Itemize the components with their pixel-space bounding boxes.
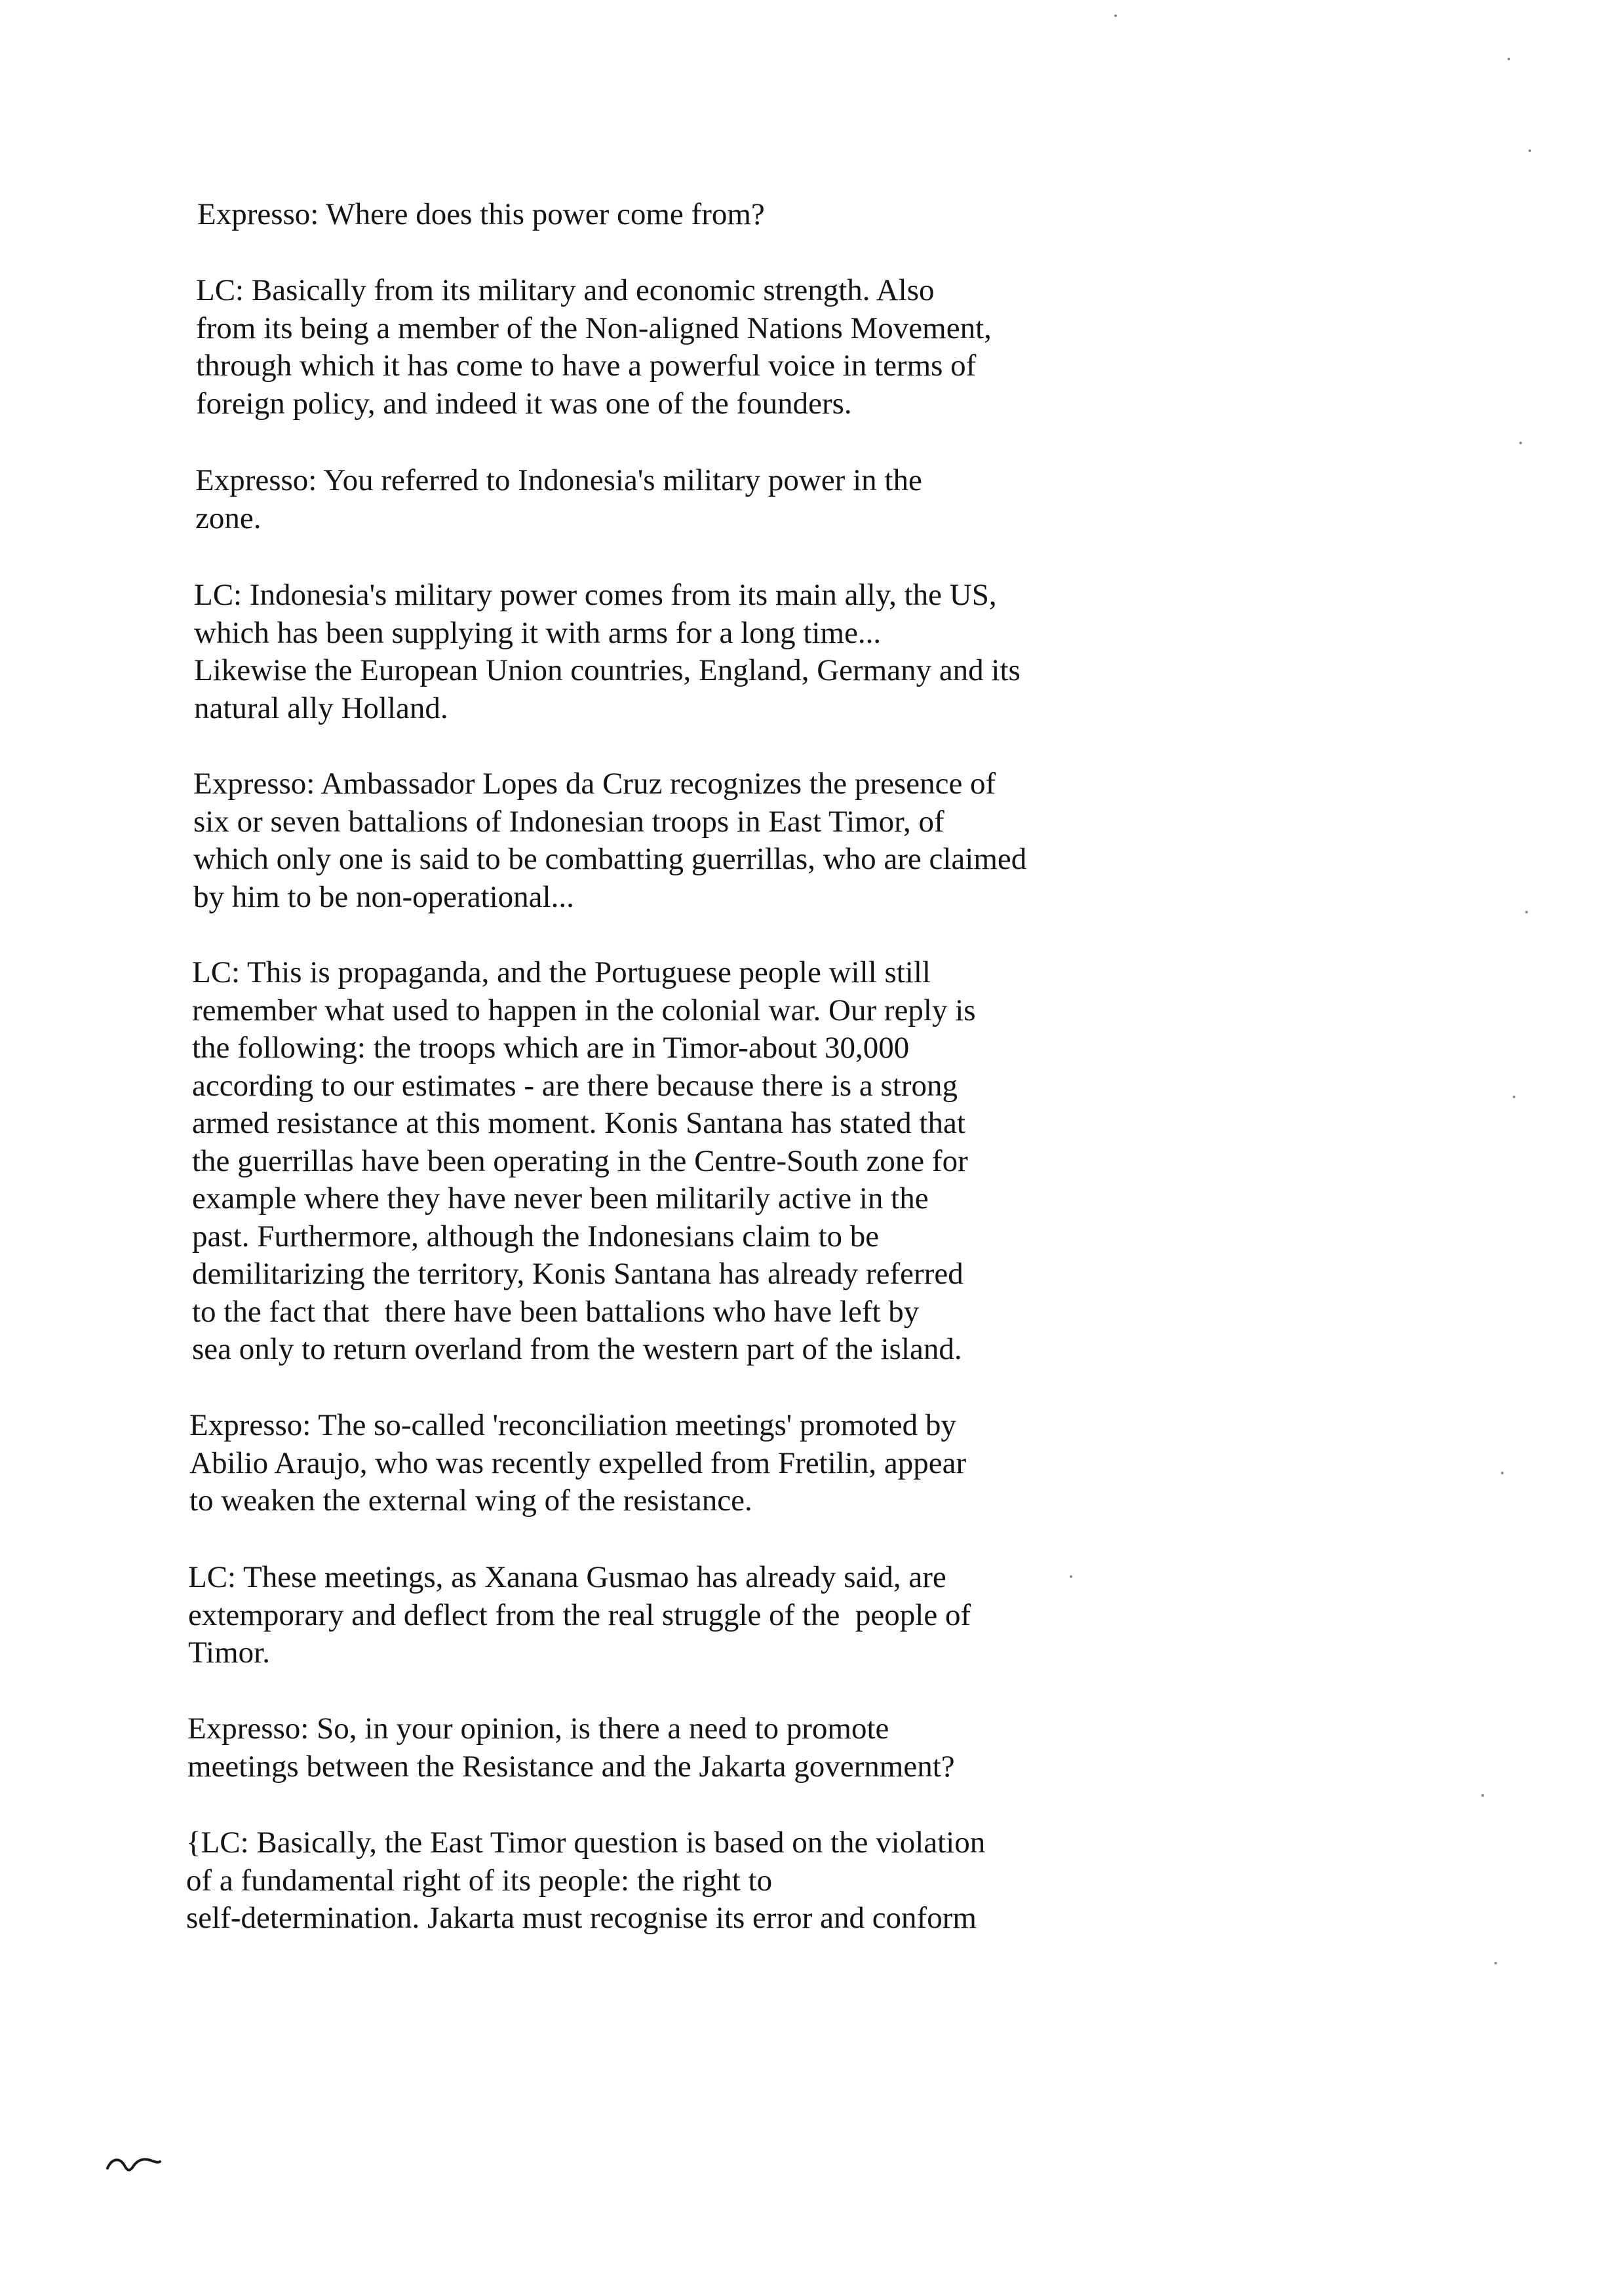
text-line: according to our estimates - are there because there is a strong — [192, 1068, 958, 1103]
paragraph-answer-self-determination — [186, 1824, 985, 1938]
scan-speck — [1513, 1096, 1515, 1098]
scan-speck — [1519, 442, 1522, 444]
text-line: through which it has come to have a powerful voice in terms of — [196, 349, 977, 383]
scan-speck — [1070, 1575, 1072, 1578]
paragraph-question-reconciliation — [189, 1407, 966, 1520]
text-line: self-determination. Jakarta must recognise its error and conform — [186, 1901, 977, 1935]
scan-speck — [1501, 1472, 1504, 1474]
text-line: the following: the troops which are in Timor-about 30,000 — [192, 1031, 910, 1065]
paragraph-answer-reconciliation — [188, 1559, 971, 1672]
text-line: from its being a member of the Non-aligned Nations Movement, — [196, 311, 992, 345]
text-line: example where they have never been militarily active in the — [192, 1181, 929, 1215]
text-line: zone. — [195, 501, 262, 535]
text-line: which only one is said to be combatting guerrillas, who are claimed — [193, 842, 1027, 876]
text-line: Expresso: You referred to Indonesia's military power in the — [195, 463, 922, 497]
text-line: LC: These meetings, as Xanana Gusmao has already said, are — [188, 1560, 946, 1594]
text-line: sea only to return overland from the western part of the island. — [192, 1332, 962, 1366]
text-line: demilitarizing the territory, Konis Santana has already referred — [192, 1257, 963, 1291]
text-line: to the fact that there have been battalions who have left by — [192, 1294, 920, 1329]
text-line: LC: Basically from its military and economic strength. Also — [196, 273, 935, 307]
scan-speck — [1481, 1794, 1484, 1797]
text-line: extemporary and deflect from the real struggle of the people of — [188, 1598, 971, 1632]
text-line: Expresso: The so-called 'reconciliation meetings' promoted by — [189, 1408, 956, 1442]
text-line: past. Furthermore, although the Indonesians claim to be — [192, 1219, 880, 1253]
text-line: Abilio Araujo, who was recently expelled from Fretilin, appear — [189, 1445, 967, 1480]
text-line: foreign policy, and indeed it was one of the founders. — [196, 386, 852, 421]
text-line: the guerrillas have been operating in the Centre-South zone for — [192, 1143, 968, 1178]
text-line: natural ally Holland. — [194, 691, 448, 725]
text-line: Expresso: So, in your opinion, is there a need to promote — [187, 1712, 889, 1746]
text-line: remember what used to happen in the colonial war. Our reply is — [192, 993, 976, 1027]
text-line: Likewise the European Union countries, England, Germany and its — [194, 653, 1021, 687]
scan-speck — [1528, 149, 1531, 152]
text-line: to weaken the external wing of the resistance. — [189, 1483, 752, 1518]
text-line: by him to be non-operational... — [193, 879, 574, 914]
paragraph-question-battalions — [193, 765, 1026, 916]
paragraph-question-power-source — [197, 196, 765, 234]
text-line: Expresso: Where does this power come from? — [197, 197, 765, 231]
paragraph-question-military-power — [195, 462, 922, 537]
scan-speck — [1525, 911, 1528, 913]
text-line: Timor. — [188, 1636, 270, 1670]
text-line: Expresso: Ambassador Lopes da Cruz recognizes the presence of — [193, 767, 996, 801]
text-line: six or seven battalions of Indonesian troops in East Timor, of — [193, 804, 944, 839]
paragraph-question-meetings — [187, 1710, 955, 1786]
paragraph-answer-power-source — [196, 272, 992, 423]
handwritten-mark-icon — [104, 2146, 163, 2179]
text-line: {LC: Basically, the East Timor question is based on the violation — [186, 1826, 986, 1860]
text-line: of a fundamental right of its people: the right to — [186, 1863, 773, 1898]
scan-speck — [1508, 58, 1510, 60]
paragraph-answer-propaganda — [192, 954, 976, 1369]
text-line: meetings between the Resistance and the Jakarta government? — [187, 1749, 955, 1784]
scan-speck — [1114, 14, 1117, 17]
text-line: LC: This is propaganda, and the Portuguese people will still — [192, 955, 931, 989]
text-line: armed resistance at this moment. Konis Santana has stated that — [192, 1106, 965, 1140]
paragraph-answer-military-power — [194, 577, 1021, 727]
text-line: which has been supplying it with arms for a long time... — [194, 615, 882, 650]
text-line: LC: Indonesia's military power comes from its main ally, the US, — [194, 578, 997, 612]
scan-speck — [1494, 1962, 1497, 1964]
